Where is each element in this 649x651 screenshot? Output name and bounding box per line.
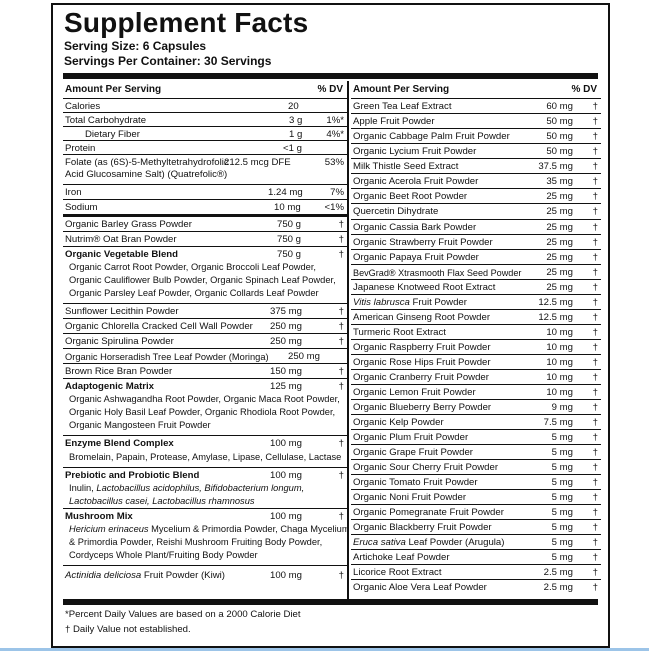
ingredient-row: Organic Noni Fruit Powder 5 mg †: [351, 490, 601, 505]
column-divider: [347, 81, 349, 599]
ingredient-row: Organic Papaya Fruit Powder 25 mg †: [351, 250, 601, 265]
nutrient-row: Total Carbohydrate 3 g 1%*: [63, 113, 347, 127]
nutrient-row: Iron 1.24 mg 7%: [63, 185, 347, 200]
ingredient-row: Quercetin Dihydrate 25 mg †: [351, 204, 601, 220]
ingredient-row: Organic Raspberry Fruit Powder 10 mg †: [351, 340, 601, 355]
nutrient-row: Protein <1 g: [63, 141, 347, 155]
ingredient-row: Organic Beet Root Powder 25 mg †: [351, 189, 601, 204]
ingredient-row: Vitis labrusca Fruit Powder 12.5 mg †: [351, 295, 601, 310]
supplement-facts-panel: [51, 3, 610, 648]
ingredient-row: BevGrad® Xtrasmooth Flax Seed Powder 25 mg †: [351, 265, 601, 280]
ingredient-row: Green Tea Leaf Extract 60 mg †: [351, 99, 601, 114]
ingredient-row: Organic Grape Fruit Powder 5 mg †: [351, 445, 601, 460]
ingredient-row: Milk Thistle Seed Extract 37.5 mg †: [351, 159, 601, 174]
ingredient-row: Organic Cranberry Fruit Powder 10 mg †: [351, 370, 601, 385]
ingredient-row: Sunflower Lecithin Powder 375 mg †: [63, 304, 347, 319]
ingredient-row: Organic Spirulina Powder 250 mg †: [63, 334, 347, 349]
servings-per-container: Servings Per Container: 30 Servings: [64, 54, 272, 68]
ingredient-row: Organic Acerola Fruit Powder 35 mg †: [351, 174, 601, 189]
right-column: [351, 81, 601, 595]
ingredient-row: Organic Tomato Fruit Powder 5 mg †: [351, 475, 601, 490]
ingredient-row: Turmeric Root Extract 10 mg †: [351, 325, 601, 340]
bottom-thick-rule: [63, 599, 598, 605]
ingredient-row: Organic Aloe Vera Leaf Powder 2.5 mg †: [353, 582, 598, 593]
footnote-percent-dv: *Percent Daily Values are based on a 2000 Calorie Diet: [65, 609, 301, 620]
ingredient-row: Organic Kelp Powder 7.5 mg †: [351, 415, 601, 430]
ingredient-row: Organic Pomegranate Fruit Powder 5 mg †: [351, 505, 601, 520]
ingredient-row: Eruca sativa Leaf Powder (Arugula) 5 mg †: [351, 535, 601, 550]
right-header-amount: Amount Per Serving: [353, 84, 450, 95]
ingredient-row: Organic Lemon Fruit Powder 10 mg †: [351, 385, 601, 400]
panel-title: Supplement Facts: [64, 7, 309, 38]
serving-size: Serving Size: 6 Capsules: [64, 39, 207, 53]
ingredient-row: Organic Vegetable Blend 750 g † Organic Carrot Root Powder, Organic Broccoli Leaf Powder, Organic Cauliflower Bulb Powder, Organic Spinach Leaf Powder, Organic Parsley Leaf Powder, Organic Collards Leaf Powder: [63, 247, 347, 304]
ingredient-row: Organic Chlorella Cracked Cell Wall Powder 250 mg †: [63, 319, 347, 334]
ingredient-row: Organic Sour Cherry Fruit Powder 5 mg †: [351, 460, 601, 475]
ingredient-row: Organic Rose Hips Fruit Powder 10 mg †: [351, 355, 601, 370]
right-header-dv: % DV: [571, 84, 597, 95]
nutrient-row: Sodium 10 mg <1%: [63, 200, 347, 217]
ingredient-row: Organic Cassia Bark Powder 25 mg †: [351, 220, 601, 235]
nutrient-row: Folate (as (6S)-5-Methyltetrahydrofolic Acid Glucosamine Salt) (Quatrefolic®) 212.5 mcg DFE 53%: [63, 155, 347, 185]
ingredient-row: Actinidia deliciosa Fruit Powder (Kiwi) 100 mg †: [65, 570, 344, 581]
ingredient-row: Brown Rice Bran Powder 150 mg †: [63, 364, 347, 379]
right-header: [351, 81, 601, 99]
nutrient-row: Calories 20: [63, 99, 347, 113]
ingredient-row: Organic Blackberry Fruit Powder 5 mg †: [351, 520, 601, 535]
ingredient-row: Organic Plum Fruit Powder 5 mg †: [351, 430, 601, 445]
left-column: [63, 81, 350, 586]
ingredient-row: Apple Fruit Powder 50 mg †: [351, 114, 601, 129]
ingredient-row: Organic Horseradish Tree Leaf Powder (Moringa) 250 mg: [63, 349, 347, 364]
ingredient-row: American Ginseng Root Powder 12.5 mg †: [351, 310, 601, 325]
left-header-amount: Amount Per Serving: [65, 84, 162, 95]
ingredient-row: Japanese Knotweed Root Extract 25 mg †: [351, 280, 601, 295]
ingredient-row: Organic Cabbage Palm Fruit Powder 50 mg †: [351, 129, 601, 144]
ingredient-row: Artichoke Leaf Powder 5 mg †: [351, 550, 601, 565]
left-header-dv: % DV: [317, 84, 343, 95]
ingredient-row: Organic Blueberry Berry Powder 9 mg †: [351, 400, 601, 415]
ingredient-row: Adaptogenic Matrix 125 mg † Organic Ashwagandha Root Powder, Organic Maca Root Powder, Organic Holy Basil Leaf Powder, Organic Rhodiola Root Powder, Organic Mangosteen Fruit Powder: [63, 379, 347, 436]
ingredient-row: Mushroom Mix 100 mg † Hericium erinaceus Mycelium & Primordia Powder, Chaga Mycelium & Primordia Powder, Reishi Mushroom Fruiting Body Powder, Cordyceps Whole Plant/Fruiting Body Powder: [63, 509, 347, 566]
ingredient-row: Enzyme Blend Complex 100 mg † Bromelain, Papain, Protease, Amylase, Lipase, Cellulase, Lactase: [63, 436, 347, 468]
left-header: [63, 81, 347, 99]
right-rows: [351, 99, 601, 595]
ingredient-row: Licorice Root Extract 2.5 mg †: [351, 565, 601, 580]
ingredient-row: Organic Strawberry Fruit Powder 25 mg †: [351, 235, 601, 250]
top-thick-rule: [63, 73, 598, 79]
nutrient-row: Dietary Fiber 1 g 4%*: [63, 127, 347, 141]
ingredient-row: Prebiotic and Probiotic Blend 100 mg † Inulin, Lactobacillus acidophilus, Bifidobacterium longum, Lactobacillus casei, Lactobacillus rhamnosus: [63, 468, 347, 509]
ingredient-row: Organic Lycium Fruit Powder 50 mg †: [351, 144, 601, 159]
ingredient-row: Nutrim® Oat Bran Powder 750 g †: [63, 232, 347, 247]
ingredient-row: Organic Barley Grass Powder 750 g †: [63, 217, 347, 232]
footnote-dagger: † Daily Value not established.: [65, 624, 191, 635]
